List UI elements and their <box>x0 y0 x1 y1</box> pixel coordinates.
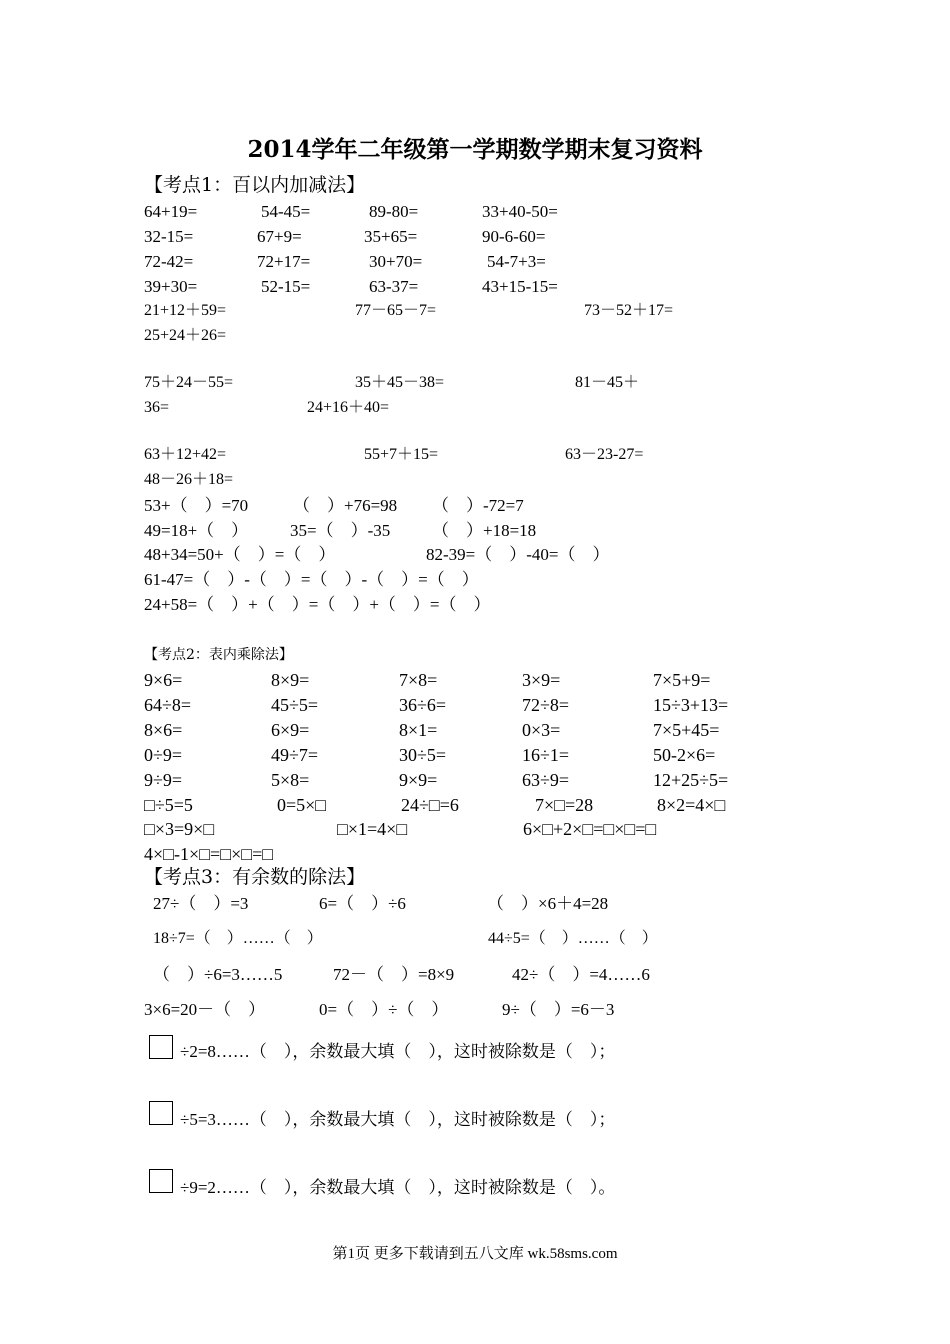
problem: 39+30= <box>144 277 198 296</box>
problem: □×1=4×□ <box>337 819 408 839</box>
section2-heading: 【考点2：表内乘除法】 <box>144 647 293 663</box>
problem: 30÷5= <box>399 745 447 765</box>
problem: 33+40-50= <box>482 202 558 221</box>
problem: 32-15= <box>144 227 194 246</box>
problem: 9×9= <box>399 770 438 790</box>
problem: （ ）×6＋4=28 <box>487 894 609 913</box>
problem: 48+34=50+（ ）=（ ） <box>144 545 336 564</box>
page-title: 2014学年二年级第一学期数学期末复习资料 <box>247 136 703 163</box>
problem: 54-7+3= <box>487 252 546 271</box>
problem: 3×6=20－（ ） <box>144 1000 266 1019</box>
problem: 90-6-60= <box>482 227 546 246</box>
problem: 7×5+45= <box>653 720 720 740</box>
problem: 7×5+9= <box>653 670 711 690</box>
problem: 7×8= <box>399 670 438 690</box>
problem: （ ）÷6=3……5 <box>153 965 283 984</box>
problem: 8×2=4×□ <box>657 795 726 815</box>
problem: 5×8= <box>271 770 310 790</box>
problem: 25+24＋26= <box>144 327 227 344</box>
problem: 45÷5= <box>271 695 319 715</box>
problem: 81－45＋ <box>575 374 640 391</box>
problem: 43+15-15= <box>482 277 558 296</box>
problem: 77－65－7= <box>355 302 437 319</box>
problem: 36÷6= <box>399 695 447 715</box>
problem: 72÷8= <box>522 695 570 715</box>
problem: 82-39=（ ）-40=（ ） <box>426 545 610 564</box>
answer-box <box>149 1101 173 1125</box>
problem: 63÷9= <box>522 770 570 790</box>
problem: 89-80= <box>369 202 419 221</box>
problem: 8×1= <box>399 720 438 740</box>
problem: 24+16＋40= <box>307 399 390 416</box>
problem: 16÷1= <box>522 745 570 765</box>
problem: 49÷7= <box>271 745 319 765</box>
problem: 9×6= <box>144 670 183 690</box>
problem: 24÷□=6 <box>401 795 459 815</box>
problem: 18÷7=（ ）……（ ） <box>153 930 323 947</box>
problem: 0×3= <box>522 720 561 740</box>
problem: 9÷9= <box>144 770 183 790</box>
problem: 21+12＋59= <box>144 302 227 319</box>
problem: 8×9= <box>271 670 310 690</box>
section3-heading: 【考点3：有余数的除法】 <box>144 866 366 888</box>
problem: 12+25÷5= <box>653 770 729 790</box>
problem: ÷2=8……（ ），余数最大填（ ），这时被除数是（ ）； <box>180 1042 616 1061</box>
problem: 64÷8= <box>144 695 192 715</box>
problem: （ ）+76=98 <box>293 496 398 515</box>
problem: 6=（ ）÷6 <box>319 894 406 913</box>
problem: 42÷（ ）=4……6 <box>512 965 650 984</box>
answer-box <box>149 1169 173 1193</box>
problem: 7×□=28 <box>535 795 594 815</box>
problem: 63＋12+42= <box>144 446 227 463</box>
problem: 73－52＋17= <box>584 302 674 319</box>
problem: 63－23-27= <box>565 446 644 463</box>
problem: 54-45= <box>261 202 311 221</box>
problem: 36= <box>144 399 170 416</box>
problem: ÷5=3……（ ），余数最大填（ ），这时被除数是（ ）； <box>180 1110 616 1129</box>
problem: 8×6= <box>144 720 183 740</box>
problem: 67+9= <box>257 227 302 246</box>
problem: （ ）-72=7 <box>432 496 524 515</box>
problem: 24+58=（ ）+（ ）=（ ）+（ ）=（ ） <box>144 595 491 614</box>
problem: 4×□-1×□=□×□=□ <box>144 844 274 864</box>
problem: 55+7＋15= <box>364 446 439 463</box>
problem: 50-2×6= <box>653 745 716 765</box>
problem: 30+70= <box>369 252 423 271</box>
problem: □×3=9×□ <box>144 819 215 839</box>
problem: 72+17= <box>257 252 311 271</box>
problem: 27÷（ ）=3 <box>153 894 249 913</box>
problem: 6×□+2×□=□×□=□ <box>523 819 657 839</box>
problem: 0=5×□ <box>277 795 327 815</box>
problem: 3×9= <box>522 670 561 690</box>
problem: 48－26＋18= <box>144 471 234 488</box>
problem: 64+19= <box>144 202 198 221</box>
problem: 44÷5=（ ）……（ ） <box>488 930 658 947</box>
problem: 52-15= <box>261 277 311 296</box>
problem: ÷9=2……（ ），余数最大填（ ），这时被除数是（ ）。 <box>180 1178 616 1197</box>
problem: 0=（ ）÷（ ） <box>319 1000 449 1019</box>
problem: 0÷9= <box>144 745 183 765</box>
problem: 35=（ ）-35 <box>290 521 391 540</box>
section1-heading: 【考点1：百以内加减法】 <box>144 174 366 196</box>
problem: 9÷（ ）=6－3 <box>502 1000 615 1019</box>
problem: □÷5=5 <box>144 795 193 815</box>
page-footer: 第1页 更多下载请到五八文库 wk.58sms.com <box>332 1246 618 1262</box>
answer-box <box>149 1035 173 1059</box>
problem: 61-47=（ ）-（ ）=（ ）-（ ）=（ ） <box>144 570 479 589</box>
problem: 6×9= <box>271 720 310 740</box>
problem: 63-37= <box>369 277 419 296</box>
problem: 15÷3+13= <box>653 695 729 715</box>
problem: 72－（ ）=8×9 <box>333 965 455 984</box>
problem: 35+65= <box>364 227 418 246</box>
problem: 72-42= <box>144 252 194 271</box>
problem: 49=18+（ ） <box>144 521 249 540</box>
problem: 35＋45－38= <box>355 374 445 391</box>
problem: 53+（ ）=70 <box>144 496 249 515</box>
problem: （ ）+18=18 <box>432 521 537 540</box>
problem: 75＋24－55= <box>144 374 234 391</box>
